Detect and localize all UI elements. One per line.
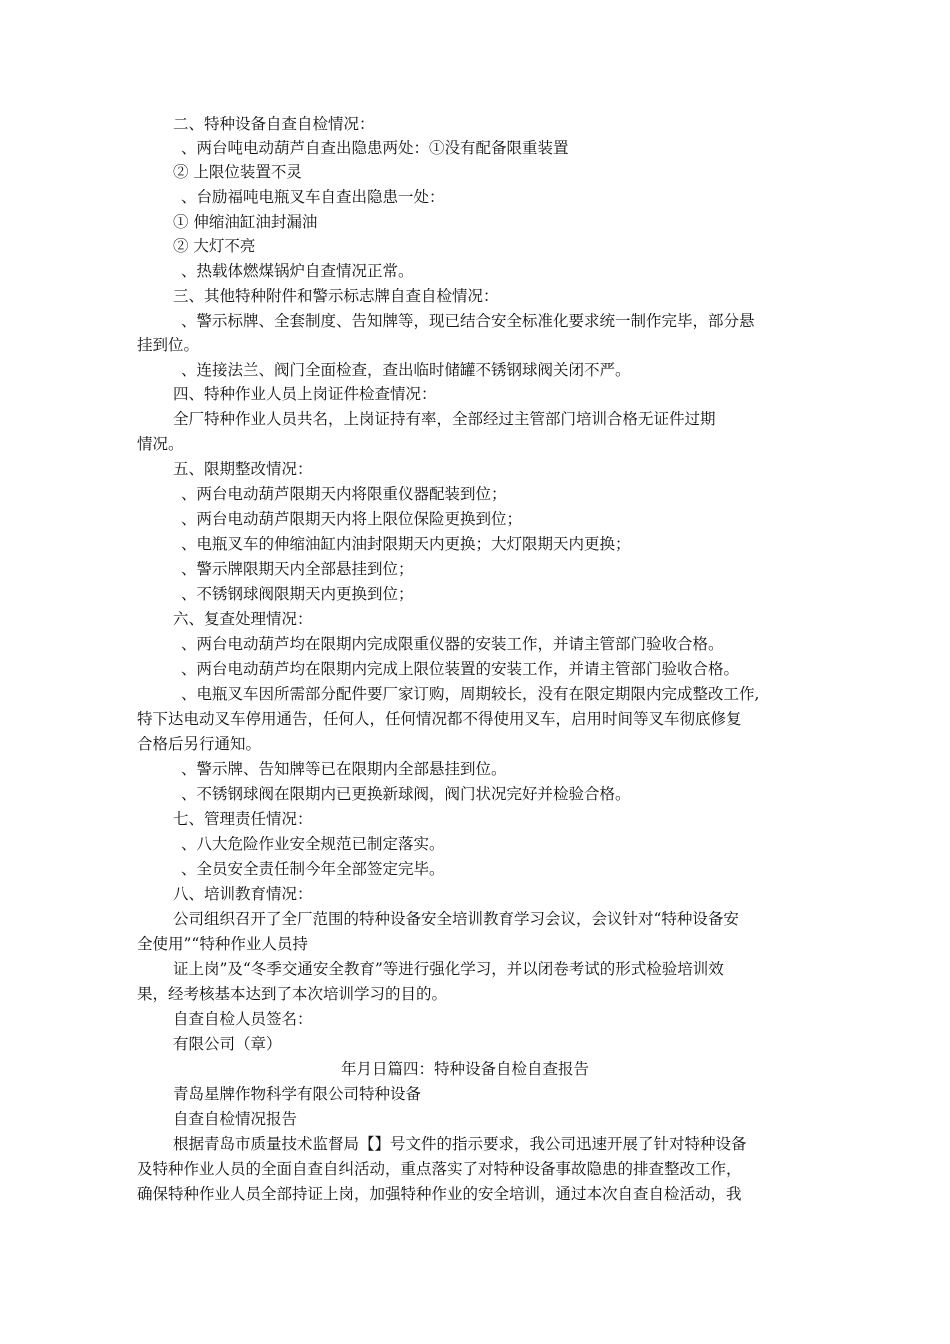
paragraph-line: 、两台电动葫芦限期天内将上限位保险更换到位； <box>181 510 523 528</box>
paragraph-line: 挂到位。 <box>137 336 200 354</box>
paragraph-line: 、八大危险作业安全规范已制定落实。 <box>181 835 445 853</box>
paragraph-line: 、两台电动葫芦均在限期内完成上限位装置的安装工作，并请主管部门验收合格。 <box>181 660 740 678</box>
paragraph-line: ② 大灯不亮 <box>173 237 256 255</box>
paragraph-line: 、警示标牌、全套制度、告知牌等，现已结合安全标准化要求统一制作完毕，部分悬 <box>181 312 755 330</box>
paragraph-line: 公司组织召开了全厂范围的特种设备安全培训教育学习会议，会议针对“特种设备安 <box>173 910 739 928</box>
paragraph-line: ① 伸缩油缸油封漏油 <box>173 213 318 231</box>
section-heading-8: 八、培训教育情况： <box>173 885 313 903</box>
report-subtitle: 自查自检情况报告 <box>173 1110 298 1128</box>
paragraph-line: 及特种作业人员的全面自查自纠活动，重点落实了对特种设备事故隐患的排查整改工作， <box>137 1160 742 1178</box>
paragraph-line: 、两台电动葫芦均在限期内完成限重仪器的安装工作，并请主管部门验收合格。 <box>181 635 724 653</box>
paragraph-line: 、热载体燃煤锅炉自查情况正常。 <box>181 262 414 280</box>
paragraph-line: 、台励福吨电瓶叉车自查出隐患一处： <box>181 188 445 206</box>
section-heading-6: 六、复查处理情况： <box>173 610 313 628</box>
paragraph-line: 证上岗”及“冬季交通安全教育”等进行强化学习，并以闭卷考试的形式检验培训效 <box>173 960 724 978</box>
paragraph-line: 、两台吨电动葫芦自查出隐患两处：①没有配备限重装置 <box>181 139 569 157</box>
paragraph-line: 、警示牌、告知牌等已在限期内全部悬挂到位。 <box>181 760 507 778</box>
paragraph-line: 确保特种作业人员全部持证上岗，加强特种作业的安全培训，通过本次自查自检活动，我 <box>137 1185 742 1203</box>
paragraph-line: 、全员安全责任制今年全部签定完毕。 <box>181 860 445 878</box>
section-heading-2: 二、特种设备自查自检情况： <box>173 115 375 133</box>
paragraph-line: 、不锈钢球阀限期天内更换到位； <box>181 585 414 603</box>
paragraph-line: 全厂特种作业人员共名，上岗证持有率，全部经过主管部门培训合格无证件过期 <box>173 410 716 428</box>
paragraph-line: 全使用”“特种作业人员持 <box>137 935 308 953</box>
signature-label: 自查自检人员签名： <box>173 1010 313 1028</box>
section-heading-5: 五、限期整改情况： <box>173 460 313 478</box>
company-seal-label: 有限公司（章） <box>173 1035 282 1053</box>
section-heading-7: 七、管理责任情况： <box>173 810 313 828</box>
paragraph-line: 、两台电动葫芦限期天内将限重仪器配装到位； <box>181 485 507 503</box>
section-heading-4: 四、特种作业人员上岗证件检查情况： <box>173 385 437 403</box>
company-name: 青岛星牌作物科学有限公司特种设备 <box>173 1085 422 1103</box>
section-heading-3: 三、其他特种附件和警示标志牌自查自检情况： <box>173 287 499 305</box>
report-title: 年月日篇四：特种设备自检自查报告 <box>341 1060 590 1078</box>
paragraph-line: 根据青岛市质量技术监督局【】号文件的指示要求，我公司迅速开展了针对特种设备 <box>173 1135 747 1153</box>
paragraph-line: ② 上限位装置不灵 <box>173 163 302 181</box>
paragraph-line: 情况。 <box>137 435 184 453</box>
paragraph-line: 、不锈钢球阀在限期内已更换新球阀，阀门状况完好并检验合格。 <box>181 785 631 803</box>
paragraph-line: 、警示牌限期天内全部悬挂到位； <box>181 560 414 578</box>
paragraph-line: 合格后另行通知。 <box>137 735 262 753</box>
paragraph-line: 、电瓶叉车的伸缩油缸内油封限期天内更换；大灯限期天内更换； <box>181 535 631 553</box>
paragraph-line: 特下达电动叉车停用通告，任何人，任何情况都不得使用叉车，启用时间等叉车彻底修复 <box>137 710 742 728</box>
paragraph-line: 果，经考核基本达到了本次培训学习的目的。 <box>137 985 448 1003</box>
paragraph-line: 、连接法兰、阀门全面检查，查出临时储罐不锈钢球阀关闭不严。 <box>181 361 631 379</box>
paragraph-line: 、电瓶叉车因所需部分配件要厂家订购，周期较长，没有在限定期限内完成整改工作, <box>181 685 760 703</box>
